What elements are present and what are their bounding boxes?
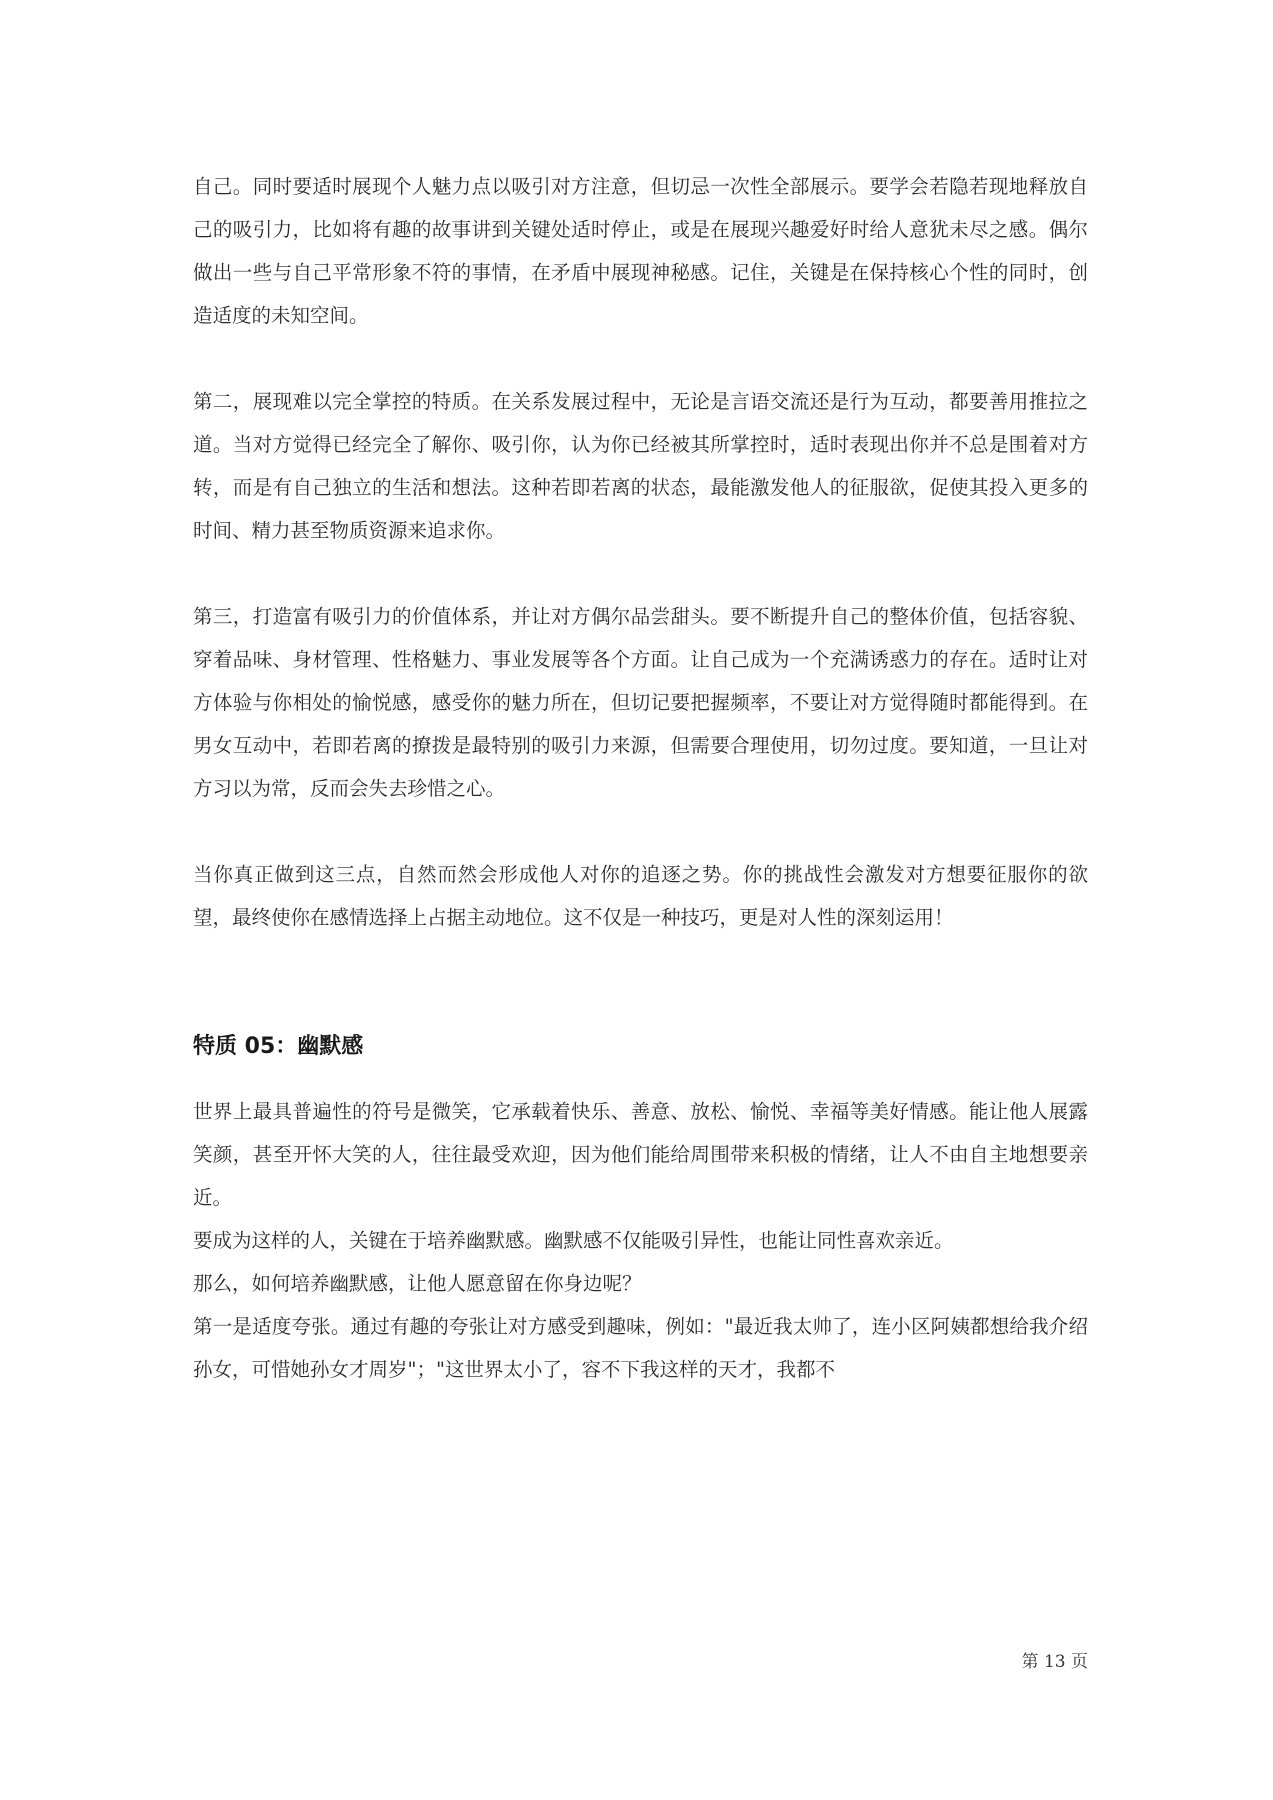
paragraph-question: 那么，如何培养幽默感，让他人愿意留在你身边呢？ [193, 1272, 642, 1295]
section-heading: 特质 05：幽默感 [193, 1034, 364, 1059]
paragraph-mystery: 自己。同时要适时展现个人魅力点以吸引对方注意，但切忌一次性全部展示。要学会若隐若现地释放自己的吸引力，比如将有趣的故事讲到关键处适时停止，或是在展现兴趣爱好时给人意犹未尽之感。偶尔做出一些与自己平常形象不符的事情，在矛盾中展现神秘感。记住，关键是在保持核心个性的同时，创造适度的未知空间。 [193, 175, 1088, 327]
paragraph-conclusion: 当你真正做到这三点，自然而然会形成他人对你的追逐之势。你的挑战性会激发对方想要征服你的欲望，最终使你在感情选择上占据主动地位。这不仅是一种技巧，更是对人性的深刻运用！ [193, 863, 1088, 929]
paragraph-third-point: 第三，打造富有吸引力的价值体系，并让对方偶尔品尝甜头。要不断提升自己的整体价值，包括容貌、穿着品味、身材管理、性格魅力、事业发展等各个方面。让自己成为一个充满诱惑力的存在。适时让对方体验与你相处的愉悦感，感受你的魅力所在，但切记要把握频率，不要让对方觉得随时都能得到。在男女互动中，若即若离的撩拨是最特别的吸引力来源，但需要合理使用，切勿过度。要知道，一旦让对方习以为常，反而会失去珍惜之心。 [193, 605, 1088, 800]
paragraph-exaggeration: 第一是适度夸张。通过有趣的夸张让对方感受到趣味，例如："最近我太帅了，连小区阿姨都想给我介绍孙女，可惜她孙女才周岁"；"这世界太小了，容不下我这样的天才，我都不 [193, 1315, 1088, 1381]
page-number: 第 13 页 [1021, 1652, 1088, 1672]
spacer [193, 939, 1088, 1025]
spacer [193, 810, 1088, 853]
paragraph-smile: 世界上最具普遍性的符号是微笑，它承载着快乐、善意、放松、愉悦、幸福等美好情感。能让他人展露笑颜，甚至开怀大笑的人，往往最受欢迎，因为他们能给周围带来积极的情绪，让人不由自主地想要亲近。 [193, 1100, 1088, 1209]
paragraph-second-point: 第二，展现难以完全掌控的特质。在关系发展过程中，无论是言语交流还是行为互动，都要善用推拉之道。当对方觉得已经完全了解你、吸引你，认为你已经被其所掌控时，适时表现出你并不总是围着对方转，而是有自己独立的生活和想法。这种若即若离的状态，最能激发他人的征服欲，促使其投入更多的时间、精力甚至物质资源来追求你。 [193, 390, 1088, 542]
spacer [193, 337, 1088, 380]
paragraph-humor-key: 要成为这样的人，关键在于培养幽默感。幽默感不仅能吸引异性，也能让同性喜欢亲近。 [193, 1229, 954, 1252]
page-body [193, 165, 1088, 1391]
spacer [193, 1068, 1088, 1090]
spacer [193, 552, 1088, 595]
